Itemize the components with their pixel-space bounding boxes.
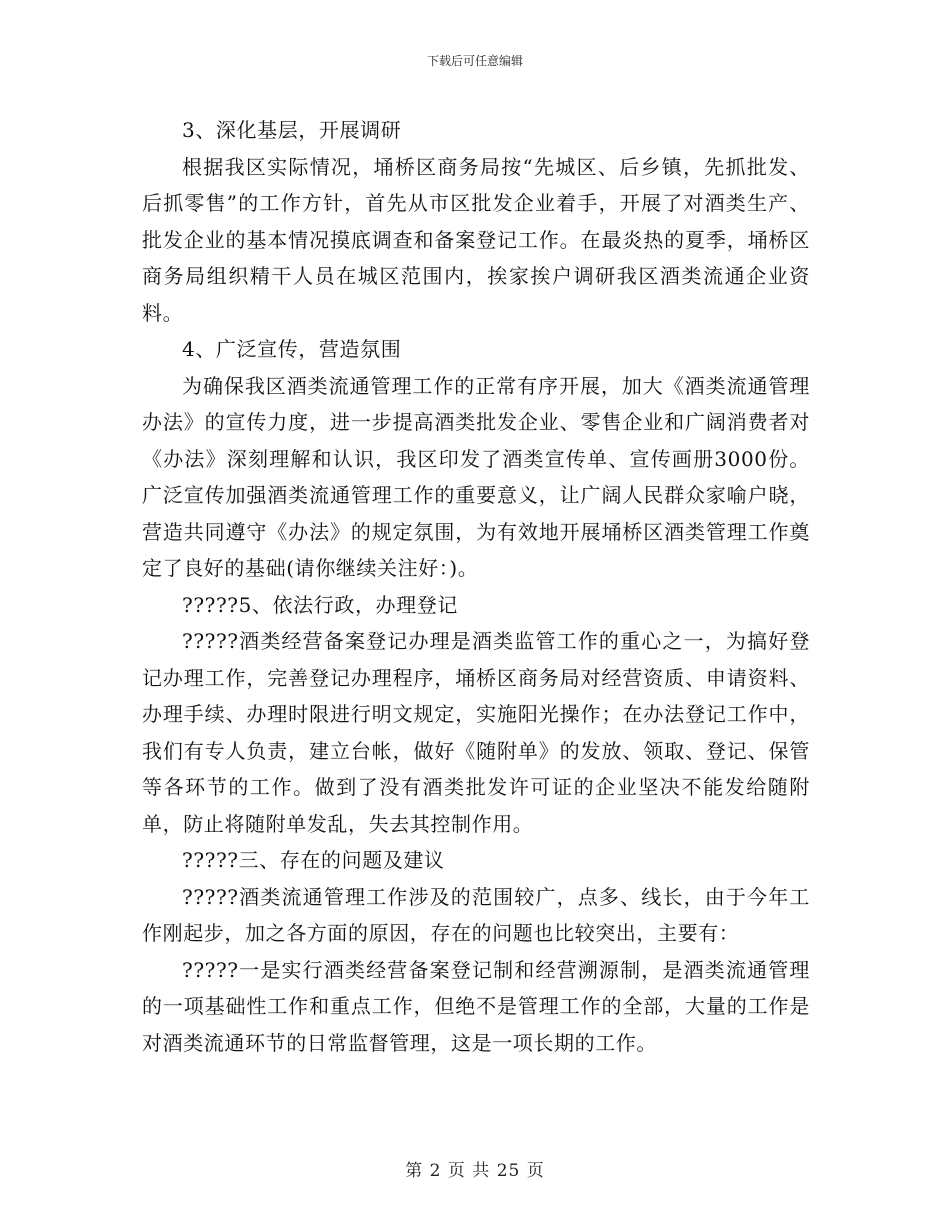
section-heading-problems: ?????三、存在的问题及建议 — [182, 848, 445, 872]
document-body — [142, 112, 810, 1061]
page-header: 下载后可任意编辑 — [426, 54, 523, 68]
paragraph-problems-intro: ?????酒类流通管理工作涉及的范围较广，点多、线长，由于今年工作刚起步，加之各方面的原因，存在的问题也比较突出，主要有： — [142, 884, 810, 945]
section-heading-4: 4、广泛宣传，营造氛围 — [182, 337, 402, 361]
paragraph-problem-one: ?????一是实行酒类经营备案登记制和经营溯源制，是酒类流通管理的一项基础性工作和重点工作，但绝不是管理工作的全部，大量的工作是对酒类流通环节的日常监督管理，这是一项长期的工作。 — [142, 957, 810, 1055]
paragraph-registration: ?????酒类经营备案登记办理是酒类监管工作的重心之一，为搞好登记办理工作，完善登记办理程序，埇桥区商务局对经营资质、申请资料、办理手续、办理时限进行明文规定，实施阳光操作；在办法登记工作中，我们有专人负责，建立台帐，做好《随附单》的发放、领取、登记、保管等各环节的工作。做到了没有酒类批发许可证的企业坚决不能发给随附单，防止将随附单发乱，失去其控制作用。 — [142, 629, 810, 836]
section-heading-5: ?????5、依法行政，办理登记 — [182, 592, 458, 617]
paragraph-publicity: 为确保我区酒类流通管理工作的正常有序开展，加大《酒类流通管理办法》的宣传力度，进一步提高酒类批发企业、零售企业和广阔消费者对《办法》深刻理解和认识，我区印发了酒类宣传单、宣传画册3000份。广泛宣传加强酒类流通管理工作的重要意义，让广阔人民群众家喻户晓，营造共同遵守《办法》的规定氛围，为有效地开展埇桥区酒类管理工作奠定了良好的基础(请你继续关注好：)。 — [142, 373, 810, 580]
page-number: 第 2 页 共 25 页 — [405, 1161, 545, 1181]
paragraph-research: 根据我区实际情况，埇桥区商务局按“先城区、后乡镇，先抓批发、后抓零售”的工作方针，首先从市区批发企业着手，开展了对酒类生产、批发企业的基本情况摸底调查和备案登记工作。在最炎热的夏季，埇桥区商务局组织精干人员在城区范围内，挨家挨户调研我区酒类流通企业资料。 — [142, 154, 810, 325]
section-heading-3: 3、深化基层，开展调研 — [182, 118, 402, 142]
page-footer — [0, 1156, 950, 1181]
